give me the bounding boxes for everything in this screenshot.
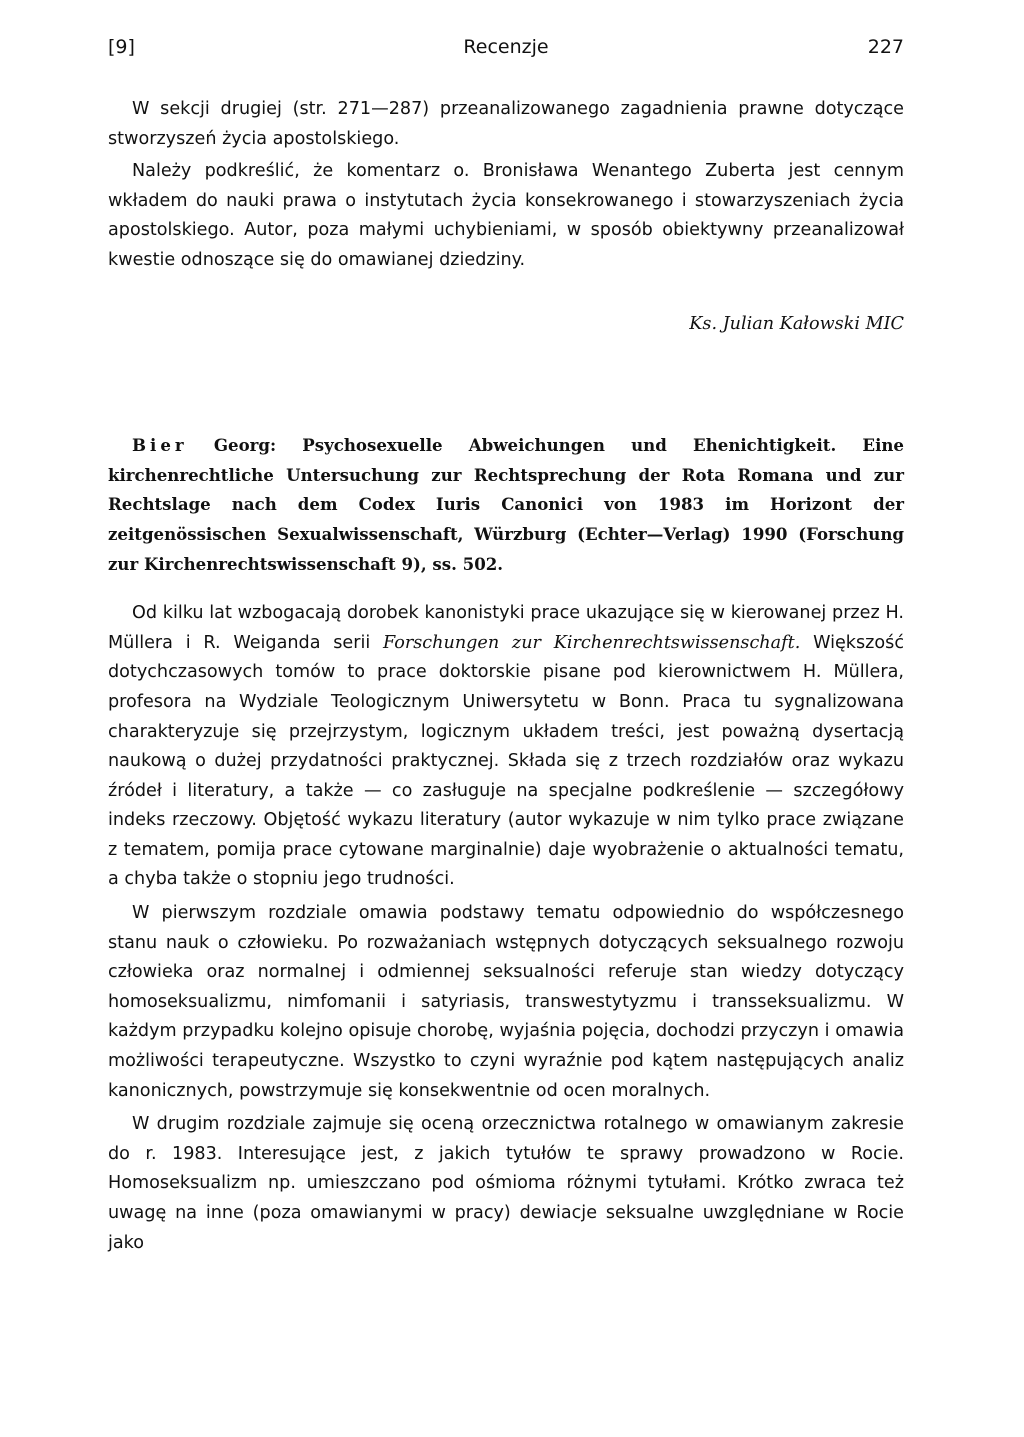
running-head	[108, 30, 904, 64]
paragraph-text: Większość dotychczasowych tomów to prace doktorskie pisane pod kierownictwem H. Müllera, profesora na Wydziale Teologicznym Uniwersytetu w Bonn. Praca tu sygnalizowana charakteryzuje się przejrzystym, logicznym układem treści, jest poważną dysertacją naukową o dużej przydatności praktycznej. Składa się z trzech rozdziałów oraz wykazu źródeł i literatury, a także — co zasługuje na specjalne podkreślenie — szczegółowy indeks rzeczowy. Objętość wykazu literatury (autor wykazuje w nim tylko prace związane z tematem, pomija prace cytowane marginalnie) daje wyobrażenie o aktualności tematu, a chyba także o stopniu jego trudności.	[108, 632, 905, 890]
section-number: [9]	[108, 36, 135, 58]
book-author: Bier	[132, 435, 188, 456]
page	[108, 30, 904, 1258]
bibliographic-entry	[108, 431, 904, 579]
section-title: Recenzje	[463, 36, 549, 58]
series-title: Forschungen zur Kirchenrechtswissenschaft.	[383, 632, 801, 653]
paragraph-text: Od kilku lat wzbogacają dorobek kanonistyki prace ukazujące się w kierowanej przez H. Müllera i R. Weiganda serii	[108, 603, 904, 653]
paragraph	[108, 599, 904, 895]
paragraph: W drugim rozdziale zajmuje się oceną orzecznictwa rotalnego w omawianym zakresie do r. 1983. Interesujące jest, z jakich tytułów te sprawy prowadzono w Rocie. Homoseksualizm np. umieszczano pod ośmioma różnymi tytułami. Krótko zwraca też uwagę na inne (poza omawianymi w pracy) dewiacje seksualne uwzględniane w Rocie jako	[108, 1114, 904, 1253]
paragraph: W sekcji drugiej (str. 271—287) przeanalizowanego zagadnienia prawne dotyczące stworzyszeń życia apostolskiego.	[108, 99, 904, 149]
page-number: 227	[867, 36, 904, 58]
book-citation: Georg: Psychosexuelle Abweichungen und Ehenichtigkeit. Eine kirchenrechtliche Untersuchung zur Rechtsprechung der Rota Romana und zur Rechtslage nach dem Codex Iuris Canonici von 1983 im Horizont der zeitgenössischen Sexualwissenschaft, Würzburg (Echter—Verlag) 1990 (Forschung zur Kirchenrechtswissenschaft 9), ss. 502.	[108, 435, 904, 574]
paragraph: Należy podkreślić, że komentarz o. Bronisława Wenantego Zuberta jest cennym wkładem do nauki prawa o instytutach życia konsekrowanego i stowarzyszeniach życia apostolskiego. Autor, poza małymi uchybieniami, w sposób obiektywny przeanalizował kwestie odnoszące się do omawianej dziedziny.	[108, 161, 904, 270]
reviewer-signature: Ks. Julian Kałowski MIC	[689, 313, 904, 334]
paragraph: W pierwszym rozdziale omawia podstawy tematu odpowiednio do współczesnego stanu nauk o człowieku. Po rozważaniach wstępnych dotyczących seksualnego rozwoju człowieka oraz normalnej i odmiennej seksualności referuje stan wiedzy dotyczący homoseksualizmu, nimfomanii i satyriasis, transwestytyzmu i transseksualizmu. W każdym przypadku kolejno opisuje chorobę, wyjaśnia pojęcia, dochodzi przyczyn i omawia możliwości terapeutyczne. Wszystko to czyni wyraźnie pod kątem następujących analiz kanonicznych, powstrzymuje się konsekwentnie od ocen moralnych.	[108, 903, 904, 1101]
